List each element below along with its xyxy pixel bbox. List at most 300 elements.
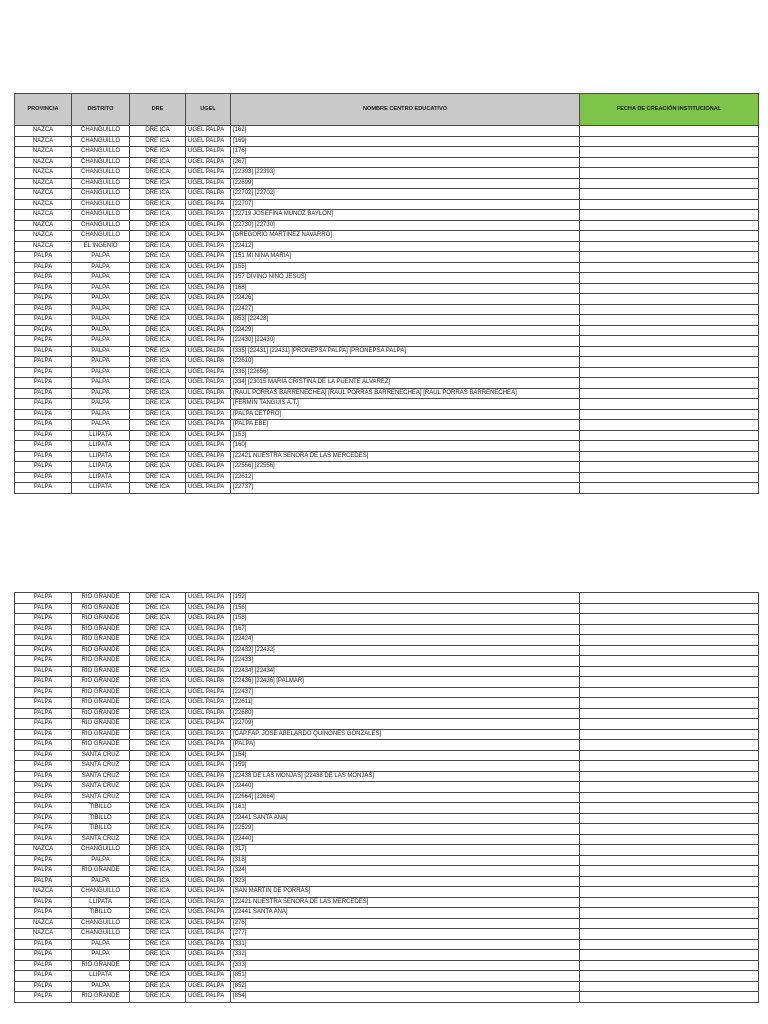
table-row <box>15 834 759 845</box>
nombre-centro-educativo-cell: [155] <box>231 262 580 273</box>
provincia-cell: PALPA <box>15 336 72 347</box>
table-row <box>15 708 759 719</box>
ugel-cell: UGEL PALPA <box>186 178 231 189</box>
dre-cell: DRE ICA <box>130 698 186 709</box>
header-ugel: UGEL <box>186 94 231 126</box>
nombre-centro-educativo-cell: [336] [22656] <box>231 367 580 378</box>
ugel-cell: UGEL PALPA <box>186 147 231 158</box>
provincia-cell: NAZCA <box>15 157 72 168</box>
ugel-cell: UGEL PALPA <box>186 981 231 992</box>
distrito-cell: TIBILLO <box>72 824 130 835</box>
table-row <box>15 981 759 992</box>
fecha-creacion-cell <box>580 304 759 315</box>
provincia-cell: PALPA <box>15 483 72 494</box>
dre-cell: DRE ICA <box>130 897 186 908</box>
provincia-cell: PALPA <box>15 624 72 635</box>
nombre-centro-educativo-cell: [151 MI NIÑA MARIA] <box>231 252 580 263</box>
provincia-cell: PALPA <box>15 708 72 719</box>
header-fecha-creacion: FECHA DE CREACIÓN INSTITUCIONAL <box>580 94 759 126</box>
table-row <box>15 378 759 389</box>
dre-cell: DRE ICA <box>130 803 186 814</box>
fecha-creacion-cell <box>580 220 759 231</box>
dre-cell: DRE ICA <box>130 367 186 378</box>
fecha-creacion-cell <box>580 645 759 656</box>
ugel-cell: UGEL PALPA <box>186 929 231 940</box>
nombre-centro-educativo-cell: [22699] <box>231 178 580 189</box>
provincia-cell: PALPA <box>15 803 72 814</box>
header-provincia: PROVINCIA <box>15 94 72 126</box>
dre-cell: DRE ICA <box>130 908 186 919</box>
nombre-centro-educativo-cell: [276] <box>231 918 580 929</box>
dre-cell: DRE ICA <box>130 981 186 992</box>
fecha-creacion-cell <box>580 908 759 919</box>
provincia-cell: PALPA <box>15 294 72 305</box>
distrito-cell: RIO GRANDE <box>72 677 130 688</box>
table-row <box>15 719 759 730</box>
ugel-cell: UGEL PALPA <box>186 740 231 751</box>
distrito-cell: SANTA CRUZ <box>72 761 130 772</box>
ugel-cell: UGEL PALPA <box>186 624 231 635</box>
provincia-cell: PALPA <box>15 441 72 452</box>
provincia-cell: PALPA <box>15 981 72 992</box>
ugel-cell: UGEL PALPA <box>186 136 231 147</box>
ugel-cell: UGEL PALPA <box>186 220 231 231</box>
table-row <box>15 939 759 950</box>
provincia-cell: PALPA <box>15 897 72 908</box>
nombre-centro-educativo-cell: [324] <box>231 866 580 877</box>
distrito-cell: RIO GRANDE <box>72 614 130 625</box>
dre-cell: DRE ICA <box>130 420 186 431</box>
provincia-cell: PALPA <box>15 698 72 709</box>
table-row <box>15 971 759 982</box>
nombre-centro-educativo-cell: [22433] <box>231 656 580 667</box>
distrito-cell: RIO GRANDE <box>72 603 130 614</box>
table-row <box>15 262 759 273</box>
dre-cell: DRE ICA <box>130 635 186 646</box>
table-row <box>15 483 759 494</box>
fecha-creacion-cell <box>580 824 759 835</box>
fecha-creacion-cell <box>580 378 759 389</box>
dre-cell: DRE ICA <box>130 178 186 189</box>
ugel-cell: UGEL PALPA <box>186 677 231 688</box>
dre-cell: DRE ICA <box>130 771 186 782</box>
dre-cell: DRE ICA <box>130 750 186 761</box>
provincia-cell: PALPA <box>15 378 72 389</box>
nombre-centro-educativo-cell: [CAP.FAP. JOSE ABELARDO QUIÑONES GONZALES] <box>231 729 580 740</box>
distrito-cell: RIO GRANDE <box>72 960 130 971</box>
dre-cell: DRE ICA <box>130 593 186 604</box>
ugel-cell: UGEL PALPA <box>186 803 231 814</box>
nombre-centro-educativo-cell: [22440] <box>231 834 580 845</box>
dre-cell: DRE ICA <box>130 325 186 336</box>
provincia-cell: PALPA <box>15 593 72 604</box>
nombre-centro-educativo-cell: [161] <box>231 803 580 814</box>
provincia-cell: PALPA <box>15 782 72 793</box>
fecha-creacion-cell <box>580 262 759 273</box>
nombre-centro-educativo-cell: [176] <box>231 147 580 158</box>
ugel-cell: UGEL PALPA <box>186 283 231 294</box>
table-row <box>15 430 759 441</box>
ugel-cell: UGEL PALPA <box>186 420 231 431</box>
nombre-centro-educativo-cell: [22719 JOSEFINA MUÑOZ BAYLON] <box>231 210 580 221</box>
nombre-centro-educativo-cell: [22421 NUESTRA SEÑORA DE LAS MERCEDES] <box>231 451 580 462</box>
ugel-cell: UGEL PALPA <box>186 687 231 698</box>
dre-cell: DRE ICA <box>130 462 186 473</box>
fecha-creacion-cell <box>580 960 759 971</box>
fecha-creacion-cell <box>580 210 759 221</box>
nombre-centro-educativo-cell: [332] <box>231 950 580 961</box>
table-row <box>15 325 759 336</box>
ugel-cell: UGEL PALPA <box>186 231 231 242</box>
distrito-cell: PALPA <box>72 336 130 347</box>
dre-cell: DRE ICA <box>130 378 186 389</box>
distrito-cell: CHANGUILLO <box>72 918 130 929</box>
ugel-cell: UGEL PALPA <box>186 824 231 835</box>
provincia-cell: NAZCA <box>15 136 72 147</box>
schools-table-2 <box>14 592 759 1003</box>
dre-cell: DRE ICA <box>130 273 186 284</box>
fecha-creacion-cell <box>580 677 759 688</box>
nombre-centro-educativo-cell: [22438 DE LAS MONJAS] [22438 DE LAS MONJAS] <box>231 771 580 782</box>
fecha-creacion-cell <box>580 483 759 494</box>
nombre-centro-educativo-cell: [FERMIN TANGUIS A.T.] <box>231 399 580 410</box>
fecha-creacion-cell <box>580 472 759 483</box>
ugel-cell: UGEL PALPA <box>186 887 231 898</box>
fecha-creacion-cell <box>580 346 759 357</box>
dre-cell: DRE ICA <box>130 918 186 929</box>
table-row <box>15 656 759 667</box>
schools-table-1 <box>14 93 759 494</box>
table-row <box>15 441 759 452</box>
provincia-cell: PALPA <box>15 645 72 656</box>
distrito-cell: CHANGUILLO <box>72 220 130 231</box>
provincia-cell: PALPA <box>15 656 72 667</box>
table-row <box>15 897 759 908</box>
provincia-cell: PALPA <box>15 603 72 614</box>
fecha-creacion-cell <box>580 231 759 242</box>
nombre-centro-educativo-cell: [22680] <box>231 708 580 719</box>
fecha-creacion-cell <box>580 136 759 147</box>
fecha-creacion-cell <box>580 918 759 929</box>
provincia-cell: NAZCA <box>15 126 72 137</box>
dre-cell: DRE ICA <box>130 126 186 137</box>
table-row <box>15 918 759 929</box>
distrito-cell: RIO GRANDE <box>72 656 130 667</box>
ugel-cell: UGEL PALPA <box>186 168 231 179</box>
ugel-cell: UGEL PALPA <box>186 273 231 284</box>
provincia-cell: PALPA <box>15 666 72 677</box>
fecha-creacion-cell <box>580 178 759 189</box>
ugel-cell: UGEL PALPA <box>186 939 231 950</box>
dre-cell: DRE ICA <box>130 656 186 667</box>
distrito-cell: RIO GRANDE <box>72 698 130 709</box>
nombre-centro-educativo-cell: [853] [22428] <box>231 315 580 326</box>
distrito-cell: TIBILLO <box>72 813 130 824</box>
provincia-cell: PALPA <box>15 687 72 698</box>
ugel-cell: UGEL PALPA <box>186 472 231 483</box>
nombre-centro-educativo-cell: [152] <box>231 593 580 604</box>
dre-cell: DRE ICA <box>130 666 186 677</box>
ugel-cell: UGEL PALPA <box>186 782 231 793</box>
distrito-cell: TIBILLO <box>72 803 130 814</box>
nombre-centro-educativo-cell: [154] <box>231 750 580 761</box>
distrito-cell: LLIPATA <box>72 441 130 452</box>
provincia-cell: NAZCA <box>15 168 72 179</box>
fecha-creacion-cell <box>580 388 759 399</box>
distrito-cell: LLIPATA <box>72 897 130 908</box>
ugel-cell: UGEL PALPA <box>186 336 231 347</box>
fecha-creacion-cell <box>580 593 759 604</box>
dre-cell: DRE ICA <box>130 845 186 856</box>
distrito-cell: PALPA <box>72 262 130 273</box>
fecha-creacion-cell <box>580 792 759 803</box>
ugel-cell: UGEL PALPA <box>186 771 231 782</box>
fecha-creacion-cell <box>580 666 759 677</box>
fecha-creacion-cell <box>580 420 759 431</box>
fecha-creacion-cell <box>580 614 759 625</box>
header-dre: DRE <box>130 94 186 126</box>
fecha-creacion-cell <box>580 315 759 326</box>
provincia-cell: PALPA <box>15 950 72 961</box>
nombre-centro-educativo-cell: [22556] [22556] <box>231 462 580 473</box>
dre-cell: DRE ICA <box>130 357 186 368</box>
provincia-cell: PALPA <box>15 635 72 646</box>
table-row <box>15 136 759 147</box>
fecha-creacion-cell <box>580 157 759 168</box>
provincia-cell: PALPA <box>15 750 72 761</box>
distrito-cell: PALPA <box>72 939 130 950</box>
distrito-cell: PALPA <box>72 950 130 961</box>
dre-cell: DRE ICA <box>130 614 186 625</box>
distrito-cell: SANTA CRUZ <box>72 750 130 761</box>
distrito-cell: CHANGUILLO <box>72 178 130 189</box>
nombre-centro-educativo-cell: [22730] [22730] <box>231 220 580 231</box>
distrito-cell: PALPA <box>72 378 130 389</box>
table-row <box>15 388 759 399</box>
provincia-cell: PALPA <box>15 729 72 740</box>
provincia-cell: PALPA <box>15 876 72 887</box>
fecha-creacion-cell <box>580 199 759 210</box>
fecha-creacion-cell <box>580 971 759 982</box>
fecha-creacion-cell <box>580 624 759 635</box>
table-row <box>15 178 759 189</box>
fecha-creacion-cell <box>580 992 759 1003</box>
ugel-cell: UGEL PALPA <box>186 635 231 646</box>
distrito-cell: CHANGUILLO <box>72 845 130 856</box>
provincia-cell: NAZCA <box>15 241 72 252</box>
dre-cell: DRE ICA <box>130 740 186 751</box>
fecha-creacion-cell <box>580 441 759 452</box>
distrito-cell: PALPA <box>72 294 130 305</box>
nombre-centro-educativo-cell: [22709] <box>231 719 580 730</box>
distrito-cell: CHANGUILLO <box>72 189 130 200</box>
dre-cell: DRE ICA <box>130 624 186 635</box>
dre-cell: DRE ICA <box>130 729 186 740</box>
fecha-creacion-cell <box>580 729 759 740</box>
ugel-cell: UGEL PALPA <box>186 855 231 866</box>
provincia-cell: PALPA <box>15 420 72 431</box>
fecha-creacion-cell <box>580 761 759 772</box>
provincia-cell: NAZCA <box>15 189 72 200</box>
ugel-cell: UGEL PALPA <box>186 719 231 730</box>
fecha-creacion-cell <box>580 273 759 284</box>
nombre-centro-educativo-cell: [22441 SANTA ANA] <box>231 813 580 824</box>
ugel-cell: UGEL PALPA <box>186 451 231 462</box>
provincia-cell: PALPA <box>15 719 72 730</box>
ugel-cell: UGEL PALPA <box>186 157 231 168</box>
provincia-cell: PALPA <box>15 262 72 273</box>
distrito-cell: RIO GRANDE <box>72 687 130 698</box>
fecha-creacion-cell <box>580 430 759 441</box>
fecha-creacion-cell <box>580 876 759 887</box>
table-row <box>15 273 759 284</box>
provincia-cell: PALPA <box>15 388 72 399</box>
table-row <box>15 346 759 357</box>
dre-cell: DRE ICA <box>130 399 186 410</box>
ugel-cell: UGEL PALPA <box>186 761 231 772</box>
provincia-cell: PALPA <box>15 472 72 483</box>
dre-cell: DRE ICA <box>130 304 186 315</box>
nombre-centro-educativo-cell: [22702] [22702] <box>231 189 580 200</box>
ugel-cell: UGEL PALPA <box>186 729 231 740</box>
provincia-cell: PALPA <box>15 834 72 845</box>
ugel-cell: UGEL PALPA <box>186 199 231 210</box>
table-row <box>15 666 759 677</box>
dre-cell: DRE ICA <box>130 483 186 494</box>
ugel-cell: UGEL PALPA <box>186 399 231 410</box>
fecha-creacion-cell <box>580 855 759 866</box>
nombre-centro-educativo-cell: [167] <box>231 624 580 635</box>
fecha-creacion-cell <box>580 367 759 378</box>
provincia-cell: PALPA <box>15 824 72 835</box>
distrito-cell: RIO GRANDE <box>72 593 130 604</box>
table-row <box>15 887 759 898</box>
fecha-creacion-cell <box>580 147 759 158</box>
nombre-centro-educativo-cell: [335] [22431] [22431] [PRONEPSA PALPA] [PRONEPSA PALPA] <box>231 346 580 357</box>
distrito-cell: TIBILLO <box>72 908 130 919</box>
distrito-cell: RIO GRANDE <box>72 729 130 740</box>
provincia-cell: PALPA <box>15 960 72 971</box>
table-row <box>15 315 759 326</box>
fecha-creacion-cell <box>580 399 759 410</box>
ugel-cell: UGEL PALPA <box>186 603 231 614</box>
fecha-creacion-cell <box>580 771 759 782</box>
nombre-centro-educativo-cell: [277] <box>231 929 580 940</box>
dre-cell: DRE ICA <box>130 409 186 420</box>
table-row <box>15 283 759 294</box>
table-row <box>15 782 759 793</box>
table-row <box>15 304 759 315</box>
dre-cell: DRE ICA <box>130 283 186 294</box>
nombre-centro-educativo-cell: [22441 SANTA ANA] <box>231 908 580 919</box>
ugel-cell: UGEL PALPA <box>186 294 231 305</box>
distrito-cell: RIO GRANDE <box>72 645 130 656</box>
nombre-centro-educativo-cell: [317] <box>231 845 580 856</box>
dre-cell: DRE ICA <box>130 855 186 866</box>
dre-cell: DRE ICA <box>130 876 186 887</box>
provincia-cell: PALPA <box>15 462 72 473</box>
dre-cell: DRE ICA <box>130 782 186 793</box>
fecha-creacion-cell <box>580 241 759 252</box>
dre-cell: DRE ICA <box>130 136 186 147</box>
ugel-cell: UGEL PALPA <box>186 876 231 887</box>
provincia-cell: PALPA <box>15 357 72 368</box>
nombre-centro-educativo-cell: [854] <box>231 992 580 1003</box>
dre-cell: DRE ICA <box>130 971 186 982</box>
dre-cell: DRE ICA <box>130 441 186 452</box>
header-row <box>15 94 759 126</box>
fecha-creacion-cell <box>580 687 759 698</box>
header-distrito: DISTRITO <box>72 94 130 126</box>
dre-cell: DRE ICA <box>130 645 186 656</box>
distrito-cell: CHANGUILLO <box>72 147 130 158</box>
nombre-centro-educativo-cell: [22440] <box>231 782 580 793</box>
fecha-creacion-cell <box>580 981 759 992</box>
ugel-cell: UGEL PALPA <box>186 698 231 709</box>
ugel-cell: UGEL PALPA <box>186 656 231 667</box>
nombre-centro-educativo-cell: [22430] [22430] <box>231 336 580 347</box>
fecha-creacion-cell <box>580 866 759 877</box>
fecha-creacion-cell <box>580 845 759 856</box>
distrito-cell: PALPA <box>72 304 130 315</box>
distrito-cell: LLIPATA <box>72 971 130 982</box>
dre-cell: DRE ICA <box>130 950 186 961</box>
dre-cell: DRE ICA <box>130 451 186 462</box>
provincia-cell: PALPA <box>15 367 72 378</box>
table-row <box>15 855 759 866</box>
distrito-cell: SANTA CRUZ <box>72 834 130 845</box>
ugel-cell: UGEL PALPA <box>186 918 231 929</box>
ugel-cell: UGEL PALPA <box>186 593 231 604</box>
dre-cell: DRE ICA <box>130 241 186 252</box>
fecha-creacion-cell <box>580 189 759 200</box>
nombre-centro-educativo-cell: [22529] <box>231 824 580 835</box>
ugel-cell: UGEL PALPA <box>186 367 231 378</box>
nombre-centro-educativo-cell: [162] <box>231 126 580 137</box>
nombre-centro-educativo-cell: [331] <box>231 939 580 950</box>
provincia-cell: PALPA <box>15 409 72 420</box>
ugel-cell: UGEL PALPA <box>186 813 231 824</box>
table-row <box>15 624 759 635</box>
provincia-cell: PALPA <box>15 792 72 803</box>
ugel-cell: UGEL PALPA <box>186 845 231 856</box>
table-row <box>15 420 759 431</box>
distrito-cell: EL INGENIO <box>72 241 130 252</box>
provincia-cell: PALPA <box>15 740 72 751</box>
nombre-centro-educativo-cell: [157 DIVINO NIÑO JESUS] <box>231 273 580 284</box>
ugel-cell: UGEL PALPA <box>186 897 231 908</box>
provincia-cell: PALPA <box>15 325 72 336</box>
distrito-cell: RIO GRANDE <box>72 719 130 730</box>
nombre-centro-educativo-cell: [22432] [22432] <box>231 645 580 656</box>
table-row <box>15 168 759 179</box>
distrito-cell: CHANGUILLO <box>72 929 130 940</box>
fecha-creacion-cell <box>580 939 759 950</box>
fecha-creacion-cell <box>580 740 759 751</box>
table-row <box>15 813 759 824</box>
distrito-cell: PALPA <box>72 252 130 263</box>
distrito-cell: RIO GRANDE <box>72 624 130 635</box>
distrito-cell: PALPA <box>72 855 130 866</box>
distrito-cell: PALPA <box>72 346 130 357</box>
provincia-cell: NAZCA <box>15 887 72 898</box>
table-row <box>15 677 759 688</box>
table-row <box>15 367 759 378</box>
fecha-creacion-cell <box>580 294 759 305</box>
fecha-creacion-cell <box>580 168 759 179</box>
fecha-creacion-cell <box>580 336 759 347</box>
fecha-creacion-cell <box>580 719 759 730</box>
